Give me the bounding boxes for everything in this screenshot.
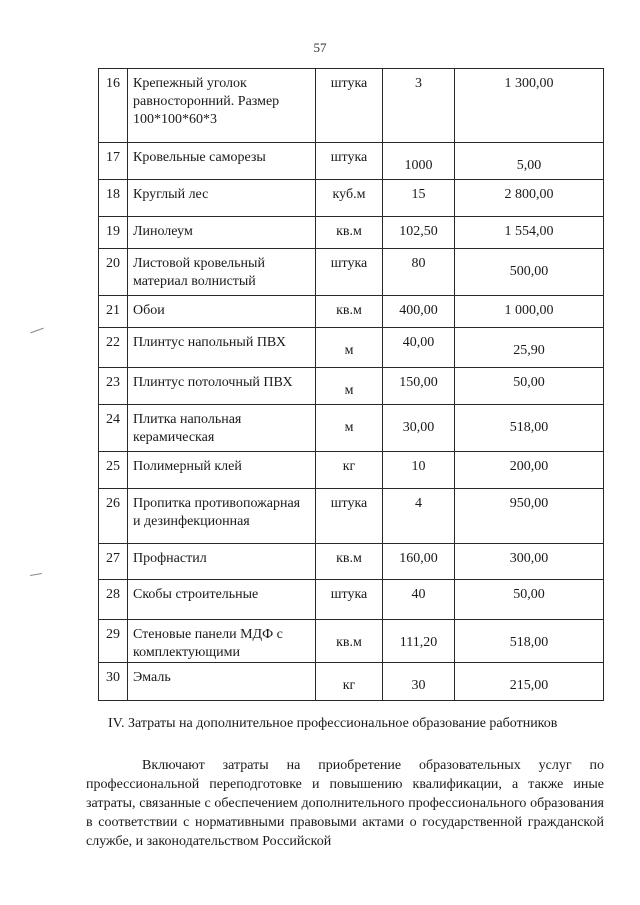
item-unit: штука xyxy=(316,580,383,620)
item-quantity: 150,00 xyxy=(383,368,455,405)
item-unit: кв.м xyxy=(316,217,383,249)
item-name: Скобы строительные xyxy=(128,580,316,620)
page-number: 57 xyxy=(313,40,327,55)
table-row xyxy=(99,249,604,296)
item-price: 300,00 xyxy=(455,544,604,580)
row-number: 23 xyxy=(99,368,128,405)
table-row xyxy=(99,296,604,328)
item-name: Эмаль xyxy=(128,663,316,701)
item-unit: м xyxy=(316,405,383,452)
row-number: 18 xyxy=(99,180,128,217)
row-number: 25 xyxy=(99,452,128,489)
table-row xyxy=(99,580,604,620)
item-quantity: 10 xyxy=(383,452,455,489)
item-name: Стеновые панели МДФ с комплектующими xyxy=(128,620,316,663)
table-row xyxy=(99,143,604,180)
item-name: Круглый лес xyxy=(128,180,316,217)
materials-table xyxy=(98,68,604,701)
table-row xyxy=(99,368,604,405)
item-price: 50,00 xyxy=(455,368,604,405)
item-price: 1 554,00 xyxy=(455,217,604,249)
table-row xyxy=(99,452,604,489)
item-quantity: 4 xyxy=(383,489,455,544)
item-name: Профнастил xyxy=(128,544,316,580)
item-name: Листовой кровельный материал волнистый xyxy=(128,249,316,296)
item-quantity: 15 xyxy=(383,180,455,217)
item-quantity: 40,00 xyxy=(383,328,455,368)
item-unit: штука xyxy=(316,143,383,180)
item-name: Крепежный уголок равносторонний. Размер 100*100*60*3 xyxy=(128,69,316,143)
item-price: 518,00 xyxy=(455,405,604,452)
item-price: 25,90 xyxy=(455,328,604,368)
item-name: Плинтус напольный ПВХ xyxy=(128,328,316,368)
item-price: 2 800,00 xyxy=(455,180,604,217)
item-quantity: 80 xyxy=(383,249,455,296)
scan-mark-left-bottom xyxy=(30,573,42,576)
item-price: 950,00 xyxy=(455,489,604,544)
row-number: 17 xyxy=(99,143,128,180)
item-unit: штука xyxy=(316,69,383,143)
item-quantity: 111,20 xyxy=(383,620,455,663)
item-unit: кв.м xyxy=(316,296,383,328)
table-row xyxy=(99,180,604,217)
item-name: Обои xyxy=(128,296,316,328)
row-number: 30 xyxy=(99,663,128,701)
table-row xyxy=(99,489,604,544)
item-name: Плитка напольная керамическая xyxy=(128,405,316,452)
item-price: 1 000,00 xyxy=(455,296,604,328)
item-unit: штука xyxy=(316,489,383,544)
scan-mark-left-top xyxy=(30,328,43,334)
item-unit: куб.м xyxy=(316,180,383,217)
item-price: 5,00 xyxy=(455,143,604,180)
table-row xyxy=(99,620,604,663)
item-quantity: 3 xyxy=(383,69,455,143)
row-number: 24 xyxy=(99,405,128,452)
table-row xyxy=(99,328,604,368)
table-row xyxy=(99,544,604,580)
item-name: Полимерный клей xyxy=(128,452,316,489)
item-unit: м xyxy=(316,328,383,368)
row-number: 28 xyxy=(99,580,128,620)
row-number: 26 xyxy=(99,489,128,544)
row-number: 19 xyxy=(99,217,128,249)
item-price: 518,00 xyxy=(455,620,604,663)
item-quantity: 30,00 xyxy=(383,405,455,452)
item-unit: кг xyxy=(316,663,383,701)
row-number: 21 xyxy=(99,296,128,328)
table-row xyxy=(99,663,604,701)
item-name: Кровельные саморезы xyxy=(128,143,316,180)
item-unit: кв.м xyxy=(316,620,383,663)
table-row xyxy=(99,69,604,143)
item-unit: кв.м xyxy=(316,544,383,580)
row-number: 20 xyxy=(99,249,128,296)
body-paragraph: Включают затраты на приобретение образовательных услуг по профессиональной переподготовке и повышению квалификации, а также иные затраты, связанные с обеспечением дополнительного профессионального образования в соответствии с нормативными правовыми актами о государственной гражданской службе, и законодательством Российской xyxy=(86,758,604,849)
item-quantity: 160,00 xyxy=(383,544,455,580)
row-number: 16 xyxy=(99,69,128,143)
row-number: 29 xyxy=(99,620,128,663)
item-unit: штука xyxy=(316,249,383,296)
item-price: 50,00 xyxy=(455,580,604,620)
item-name: Пропитка противопожарная и дезинфекционная xyxy=(128,489,316,544)
table-row xyxy=(99,405,604,452)
table-row xyxy=(99,217,604,249)
item-price: 1 300,00 xyxy=(455,69,604,143)
item-quantity: 400,00 xyxy=(383,296,455,328)
item-price: 215,00 xyxy=(455,663,604,701)
item-unit: кг xyxy=(316,452,383,489)
item-quantity: 40 xyxy=(383,580,455,620)
item-price: 200,00 xyxy=(455,452,604,489)
item-quantity: 1000 xyxy=(383,143,455,180)
section-heading: IV. Затраты на дополнительное профессиональное образование работников xyxy=(108,716,558,731)
row-number: 27 xyxy=(99,544,128,580)
item-quantity: 30 xyxy=(383,663,455,701)
item-name: Линолеум xyxy=(128,217,316,249)
item-unit: м xyxy=(316,368,383,405)
item-name: Плинтус потолочный ПВХ xyxy=(128,368,316,405)
row-number: 22 xyxy=(99,328,128,368)
item-quantity: 102,50 xyxy=(383,217,455,249)
item-price: 500,00 xyxy=(455,249,604,296)
